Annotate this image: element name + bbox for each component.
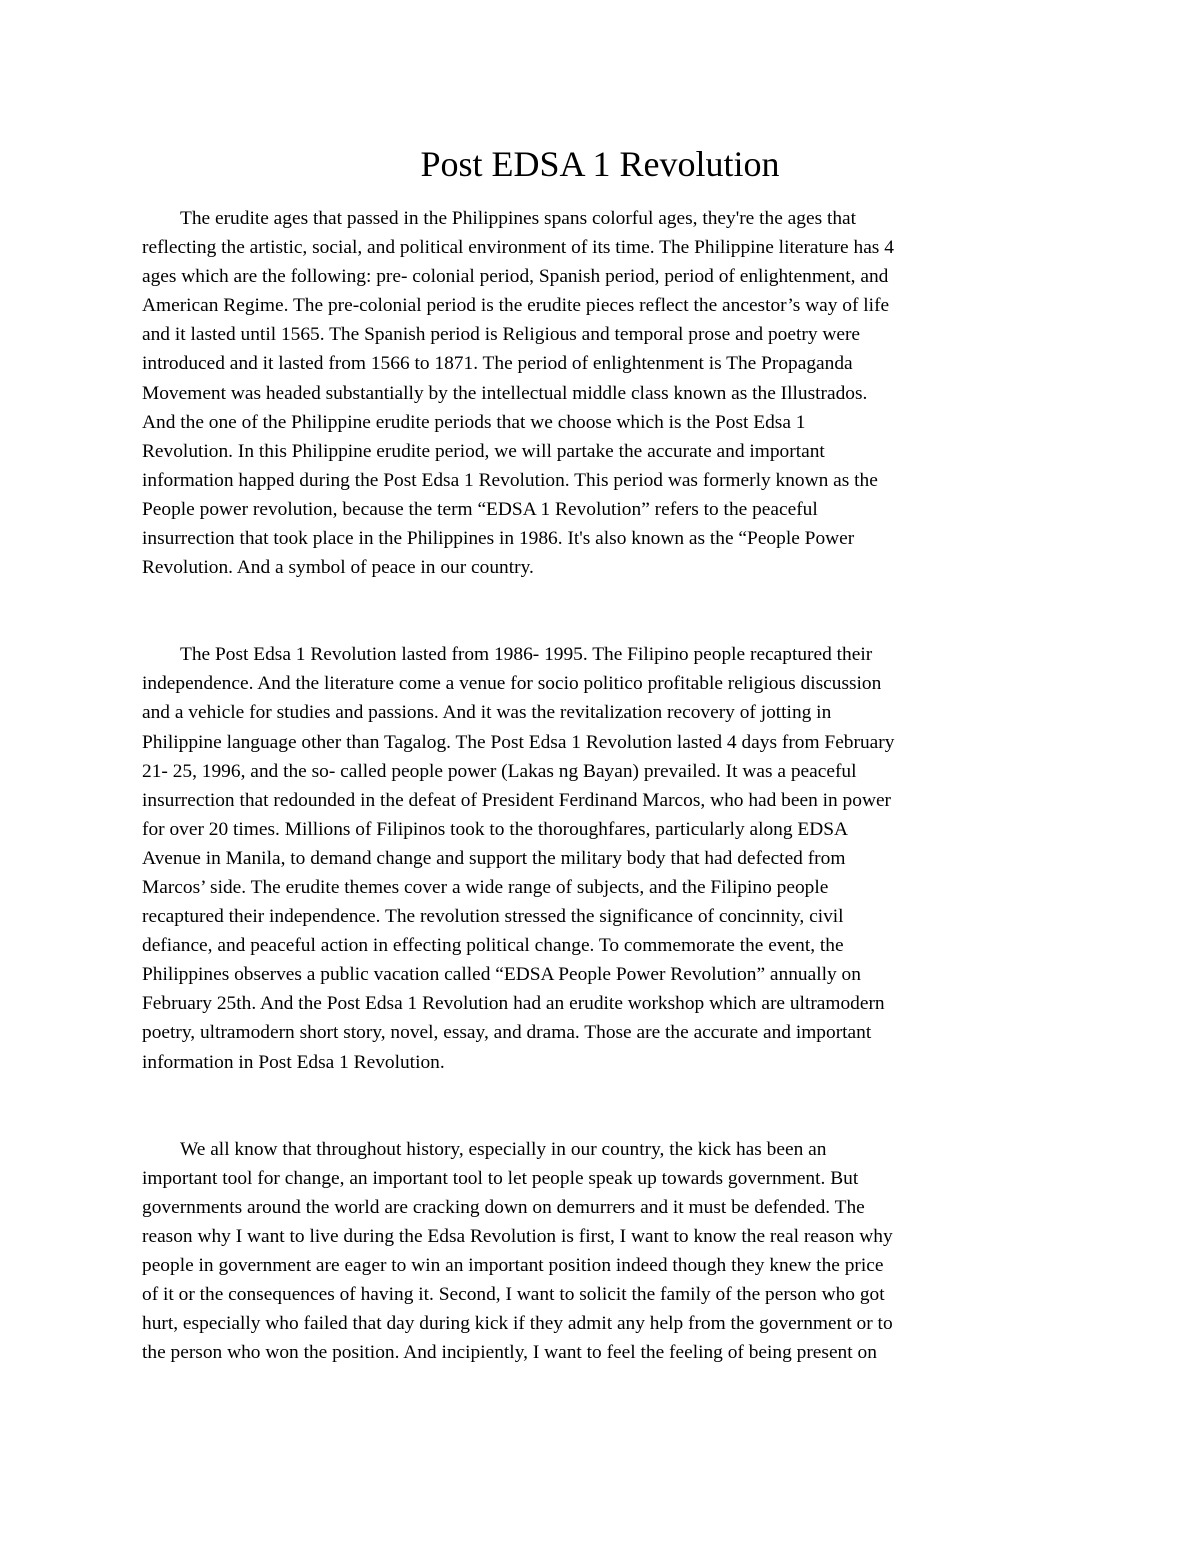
paragraph-line: and a vehicle for studies and passions. And it was the revitalization recovery of jotting in (142, 702, 832, 724)
paragraph-line: poetry, ultramodern short story, novel, essay, and drama. Those are the accurate and important (142, 1022, 872, 1044)
paragraph-line: Philippine language other than Tagalog. The Post Edsa 1 Revolution lasted 4 days from February (142, 731, 895, 753)
paragraph-line: and it lasted until 1565. The Spanish period is Religious and temporal prose and poetry were (142, 324, 861, 346)
paragraph-history (142, 640, 1060, 1076)
paragraph-line: the person who won the position. And incipiently, I want to feel the feeling of being present on (142, 1342, 877, 1364)
paragraph-line: Revolution. In this Philippine erudite period, we will partake the accurate and important (142, 440, 825, 462)
paragraph-line: introduced and it lasted from 1566 to 1871. The period of enlightenment is The Propaganda (142, 353, 853, 375)
paragraph-line: governments around the world are cracking down on demurrers and it must be defended. The (142, 1196, 865, 1218)
paragraph-line: insurrection that redounded in the defeat of President Ferdinand Marcos, who had been in power (142, 789, 892, 811)
paragraph-line: people in government are eager to win an important position indeed though they knew the price (142, 1255, 884, 1276)
paragraph-line: People power revolution, because the term “EDSA 1 Revolution” refers to the peaceful (142, 498, 818, 520)
paragraph-line: independence. And the literature come a venue for socio politico profitable religious discussion (142, 673, 882, 695)
document-body (142, 204, 1060, 1367)
paragraph-line: for over 20 times. Millions of Filipinos took to the thoroughfares, particularly along EDSA (142, 818, 849, 840)
paragraph-line: February 25th. And the Post Edsa 1 Revolution had an erudite workshop which are ultramodern (142, 993, 885, 1015)
paragraph-reflection (142, 1135, 1060, 1368)
paragraph-line: Avenue in Manila, to demand change and support the military body that had defected from (142, 847, 846, 869)
paragraph-line: 21- 25, 1996, and the so- called people power (Lakas ng Bayan) prevailed. It was a peaceful (142, 760, 857, 782)
paragraph-line: information happed during the Post Edsa 1 Revolution. This period was formerly known as the (142, 469, 878, 491)
paragraph-line: recaptured their independence. The revolution stressed the significance of concinnity, civil (142, 906, 844, 928)
paragraph-line: We all know that throughout history, especially in our country, the kick has been an (180, 1138, 827, 1160)
paragraph-intro (142, 204, 1060, 582)
paragraph-line: information in Post Edsa 1 Revolution. (142, 1051, 445, 1073)
paragraph-line: important tool for change, an important tool to let people speak up towards government. But (142, 1167, 859, 1189)
paragraph-line: And the one of the Philippine erudite periods that we choose which is the Post Edsa 1 (142, 411, 806, 433)
paragraph-line: insurrection that took place in the Philippines in 1986. It's also known as the “People Power (142, 528, 855, 550)
paragraph-line: Revolution. And a symbol of peace in our country. (142, 557, 534, 579)
paragraph-line: American Regime. The pre-colonial period is the erudite pieces reflect the ancestor’s way of life (142, 295, 890, 317)
paragraph-line: reason why I want to live during the Edsa Revolution is first, I want to know the real reason why (142, 1225, 893, 1247)
paragraph-line: Marcos’ side. The erudite themes cover a wide range of subjects, and the Filipino people (142, 876, 829, 898)
paragraph-line: hurt, especially who failed that day during kick if they admit any help from the government or to (142, 1313, 893, 1335)
paragraph-line: The erudite ages that passed in the Philippines spans colorful ages, they're the ages that (180, 208, 857, 229)
paragraph-line: ages which are the following: pre- colonial period, Spanish period, period of enlightenment, and (142, 266, 889, 288)
paragraph-line: defiance, and peaceful action in effecting political change. To commemorate the event, the (142, 935, 844, 957)
paragraph-line: Philippines observes a public vacation called “EDSA People Power Revolution” annually on (142, 964, 861, 986)
paragraph-line: reflecting the artistic, social, and political environment of its time. The Philippine literature has 4 (142, 237, 894, 259)
paragraph-line: of it or the consequences of having it. Second, I want to solicit the family of the person who got (142, 1284, 885, 1306)
document-title: Post EDSA 1 Revolution (420, 144, 780, 184)
paragraph-line: Movement was headed substantially by the intellectual middle class known as the Illustrados. (142, 382, 868, 404)
paragraph-line: The Post Edsa 1 Revolution lasted from 1986- 1995. The Filipino people recaptured their (180, 644, 873, 666)
